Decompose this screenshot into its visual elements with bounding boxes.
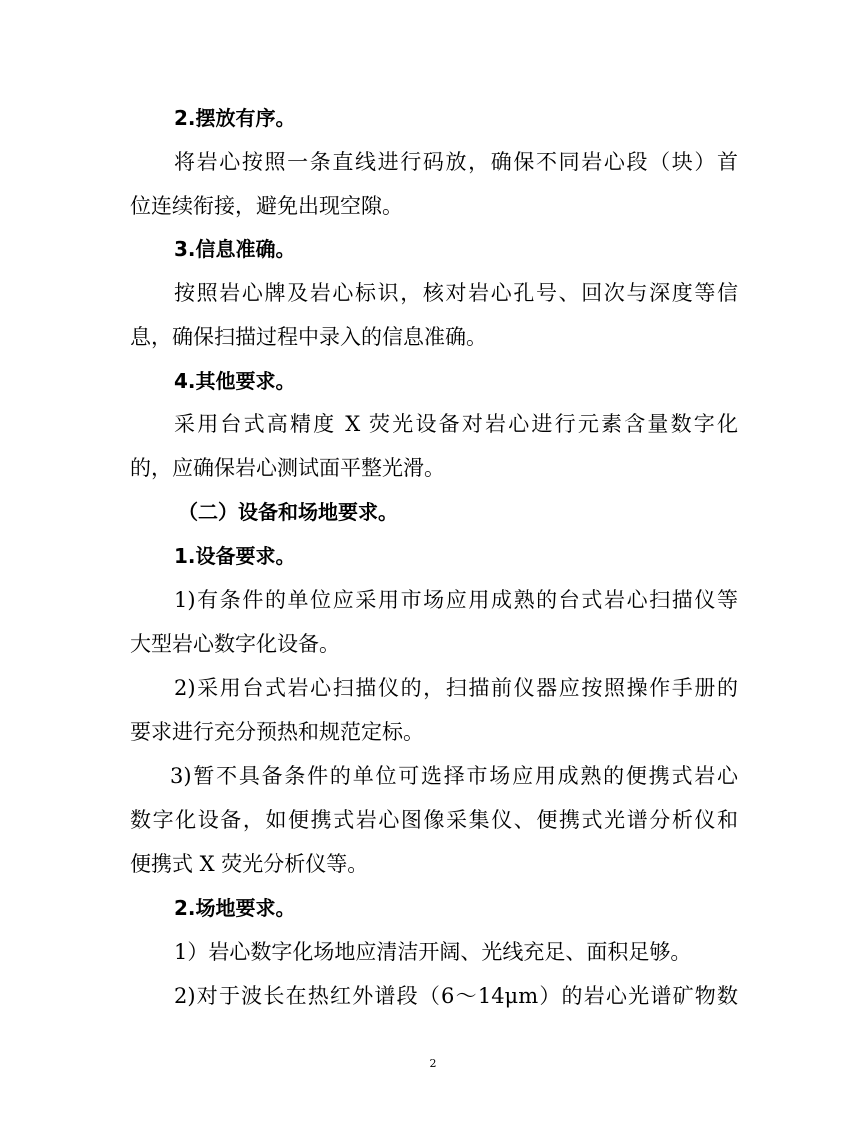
- section-heading-arrangement: 2.摆放有序。: [174, 106, 296, 130]
- paragraph-line: 采用台式高精度 X 荧光设备对岩心进行元素含量数字化: [174, 412, 738, 436]
- paragraph-line: 按照岩心牌及岩心标识，核对岩心孔号、回次与深度等信: [174, 281, 738, 305]
- section-heading-equipment-site: （二）设备和场地要求。: [178, 500, 398, 524]
- paragraph-line: 数字化设备，如便携式岩心图像采集仪、便携式光谱分析仪和: [130, 808, 738, 832]
- paragraph-line: 3)暂不具备条件的单位可选择市场应用成熟的便携式岩心: [170, 764, 738, 788]
- paragraph-line: 1）岩心数字化场地应清洁开阔、光线充足、面积足够。: [174, 940, 692, 964]
- section-heading-other: 4.其他要求。: [174, 369, 296, 393]
- paragraph-line: 的，应确保岩心测试面平整光滑。: [130, 456, 445, 480]
- section-heading-site: 2.场地要求。: [174, 896, 296, 920]
- paragraph-line: 2)对于波长在热红外谱段（6～14μm）的岩心光谱矿物数: [174, 984, 738, 1008]
- paragraph-line: 息，确保扫描过程中录入的信息准确。: [130, 325, 487, 349]
- paragraph-line: 1)有条件的单位应采用市场应用成熟的台式岩心扫描仪等: [174, 588, 738, 612]
- paragraph-line: 2)采用台式岩心扫描仪的，扫描前仪器应按照操作手册的: [174, 676, 738, 700]
- paragraph-line: 便携式 X 荧光分析仪等。: [130, 852, 369, 876]
- paragraph-line: 大型岩心数字化设备。: [130, 632, 340, 656]
- section-heading-information: 3.信息准确。: [174, 237, 296, 261]
- page-number: 2: [429, 1057, 437, 1070]
- paragraph-line: 要求进行充分预热和规范定标。: [130, 720, 424, 744]
- paragraph-line: 将岩心按照一条直线进行码放，确保不同岩心段（块）首: [174, 150, 738, 174]
- section-heading-equipment: 1.设备要求。: [174, 544, 296, 568]
- paragraph-line: 位连续衔接，避免出现空隙。: [130, 194, 403, 218]
